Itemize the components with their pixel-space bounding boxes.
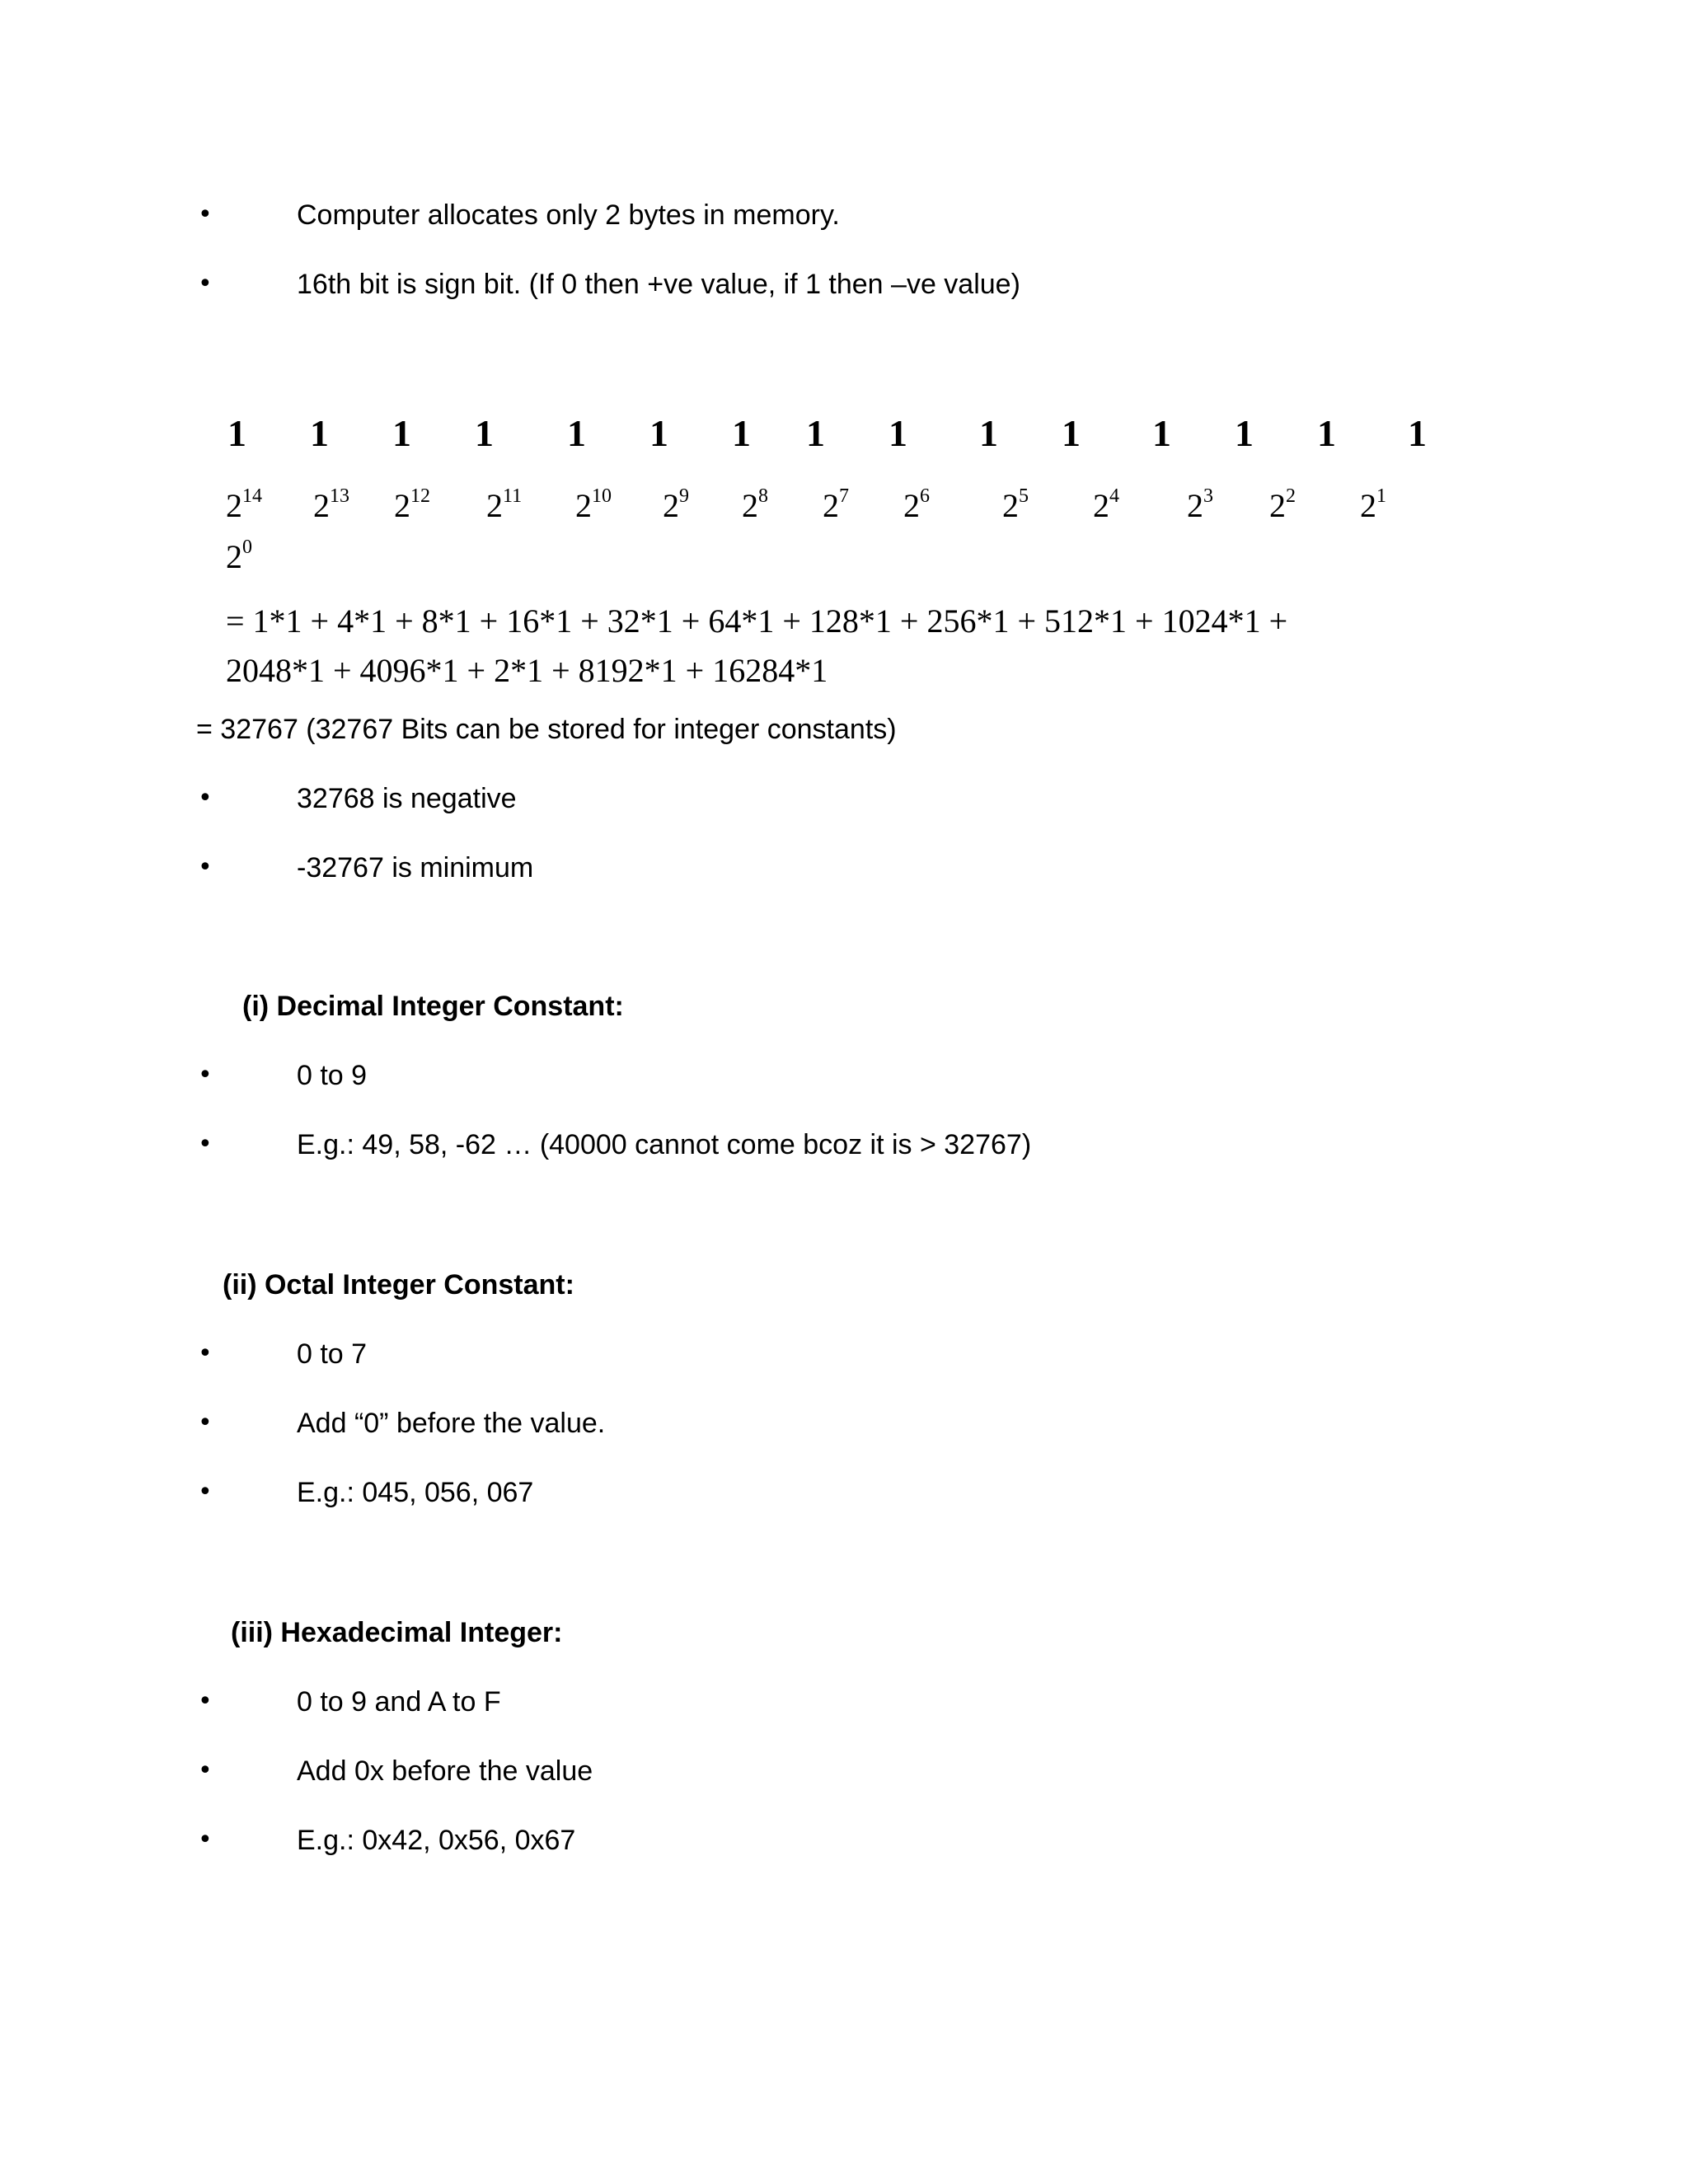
power-term: $2^3$ (1187, 485, 1213, 524)
bullet-item (0, 1403, 1688, 1444)
bullet-text: E.g.: 045, 056, 067 (297, 1477, 534, 1508)
power-term: $2^{11}$ (486, 485, 523, 524)
bullet-dot: • (198, 1756, 213, 1785)
section-heading-octal: (ii) Octal Integer Constant: (223, 1269, 574, 1301)
bullet-dot: • (198, 853, 213, 882)
power-term: $2^{14}$ (226, 485, 262, 524)
power-term: $2^4$ (1093, 485, 1119, 524)
bit-value: 1 (1152, 412, 1171, 454)
bullet-text: 0 to 7 (297, 1338, 368, 1370)
bullet-text: 16th bit is sign bit. (If 0 then +ve value, if 1 then –ve value) (297, 269, 1020, 300)
bullet-text: Add 0x before the value (297, 1755, 593, 1787)
bullet-item (0, 847, 1688, 888)
bullet-dot: • (198, 1825, 213, 1854)
bullet-dot: • (198, 1339, 213, 1368)
bit-value: 1 (806, 412, 825, 454)
bit-value: 1 (1408, 412, 1427, 454)
bullet-dot: • (198, 269, 213, 298)
bullet-item (0, 1820, 1688, 1861)
bit-value: 1 (1062, 412, 1081, 454)
bit-value: 1 (227, 412, 246, 454)
bit-value: 1 (649, 412, 668, 454)
bullet-item (0, 264, 1688, 305)
bit-value: 1 (475, 412, 494, 454)
power-term: $2^{12}$ (394, 485, 430, 524)
bit-value: 1 (732, 412, 751, 454)
bullet-item (0, 1124, 1688, 1165)
bullet-text: -32767 is minimum (297, 852, 534, 883)
bullet-dot: • (198, 1687, 213, 1716)
bit-value: 1 (1317, 412, 1336, 454)
power-term: $2^0$ (226, 537, 252, 575)
power-term: $2^8$ (742, 485, 768, 524)
bullet-dot: • (198, 1408, 213, 1437)
bit-value: 1 (392, 412, 411, 454)
power-term: $2^{10}$ (575, 485, 612, 524)
bullet-item (0, 778, 1688, 819)
power-term: $2^6$ (903, 485, 930, 524)
section-heading-decimal: (i) Decimal Integer Constant: (242, 991, 624, 1022)
power-term: $2^2$ (1269, 485, 1296, 524)
power-term: $2^1$ (1360, 485, 1386, 524)
power-term: $2^9$ (663, 485, 689, 524)
sum-formula-line-1: = 1*1 + 4*1 + 8*1 + 16*1 + 32*1 + 64*1 + 128*1 + 256*1 + 512*1 + 1024*1 + (226, 602, 1288, 640)
bullet-dot: • (198, 1061, 213, 1090)
bullet-text: E.g.: 0x42, 0x56, 0x67 (297, 1825, 576, 1856)
bullet-dot: • (198, 1130, 213, 1159)
bullet-item (0, 1055, 1688, 1096)
power-term: $2^{13}$ (313, 485, 349, 524)
bullet-item (0, 1472, 1688, 1513)
section-heading-hexadecimal: (iii) Hexadecimal Integer: (231, 1617, 563, 1648)
bullet-item (0, 1681, 1688, 1722)
bullet-dot: • (198, 200, 213, 229)
bullet-item (0, 194, 1688, 236)
bit-value: 1 (979, 412, 998, 454)
power-term: $2^7$ (823, 485, 849, 524)
bullet-item (0, 1333, 1688, 1375)
bullet-text: 0 to 9 (297, 1060, 368, 1091)
bullet-item (0, 1750, 1688, 1792)
result-line: = 32767 (32767 Bits can be stored for integer constants) (196, 714, 897, 745)
sum-formula-line-2: 2048*1 + 4096*1 + 2*1 + 8192*1 + 16284*1 (226, 652, 828, 689)
bullet-text: Add “0” before the value. (297, 1408, 606, 1439)
bullet-dot: • (198, 784, 213, 813)
bullet-dot: • (198, 1478, 213, 1507)
bit-value: 1 (310, 412, 329, 454)
power-term: $2^5$ (1002, 485, 1029, 524)
bit-value: 1 (1235, 412, 1254, 454)
bullet-text: Computer allocates only 2 bytes in memory. (297, 199, 840, 231)
bullet-text: 32768 is negative (297, 783, 517, 814)
bit-value: 1 (889, 412, 907, 454)
bullet-text: E.g.: 49, 58, -62 … (40000 cannot come bcoz it is > 32767) (297, 1129, 1032, 1160)
bit-value: 1 (567, 412, 586, 454)
bullet-text: 0 to 9 and A to F (297, 1686, 501, 1718)
